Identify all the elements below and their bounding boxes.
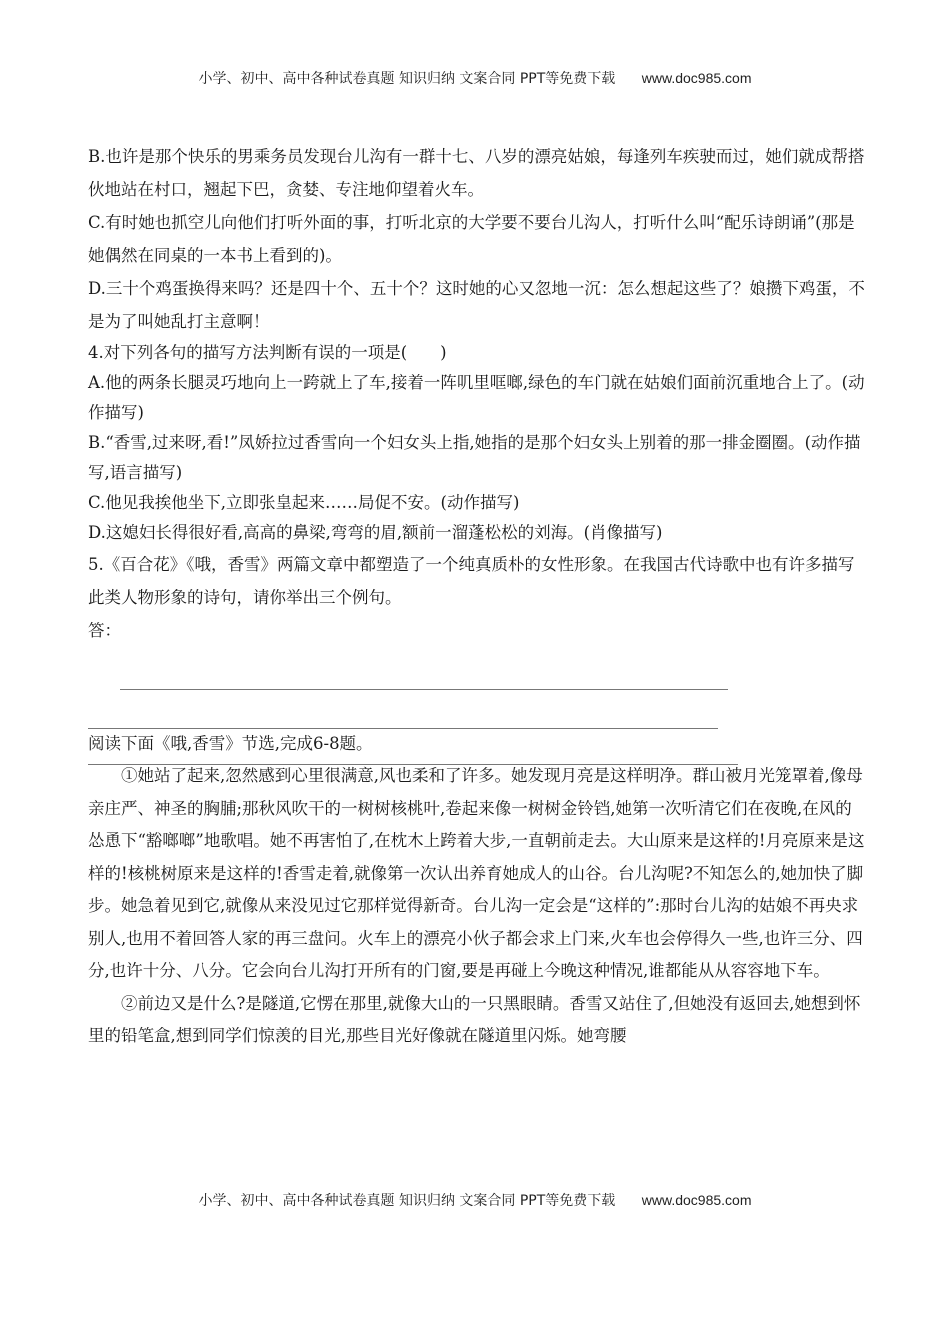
reading-intro: 阅读下面《哦,香雪》节选,完成6-8题。 [88,734,373,753]
footer-text: 小学、初中、高中各种试卷真题 知识归纳 文案合同 PPT等免费下载 [198,1193,616,1209]
document-body [88,140,868,1053]
header-text: 小学、初中、高中各种试卷真题 知识归纳 文案合同 PPT等免费下载 [198,71,616,87]
answer-line-1[interactable] [120,689,728,690]
q4-option-c: C.他见我挨他坐下,立即张皇起来……局促不安。(动作描写) [88,493,520,512]
q4-option-b: B.“香雪,过来呀,看!”凤娇拉过香雪向一个妇女头上指,她指的是那个妇女头上别着的那一排金圈圈。(动作描写,语言描写) [88,433,861,482]
header-url[interactable]: www.doc985.com [641,70,752,86]
footer-url[interactable]: www.doc985.com [641,1192,752,1208]
q4-stem: 4.对下列各句的描写方法判断有误的一项是( ) [88,343,447,362]
page-footer [0,1190,950,1210]
q4-option-a: A.他的两条长腿灵巧地向上一跨就上了车,接着一阵叽里哐啷,绿色的车门就在姑娘们面前沉重地合上了。(动作描写) [88,373,865,422]
q5-answer-label: 答： [88,621,121,640]
q5-stem: 5.《百合花》《哦，香雪》两篇文章中都塑造了一个纯真质朴的女性形象。在我国古代诗歌中也有许多描写此类人物形象的诗句，请你举出三个例句。 [88,555,855,607]
q4-option-d: D.这媳妇长得很好看,高高的鼻梁,弯弯的眉,额前一溜蓬松松的刘海。(肖像描写) [88,523,663,542]
answer-line-3[interactable] [88,764,738,765]
reading-paragraph-2: ②前边又是什么?是隧道,它愣在那里,就像大山的一只黑眼睛。香雪又站住了,但她没有返回去,她想到怀里的铅笔盒,想到同学们惊羡的目光,那些目光好像就在隧道里闪烁。她弯腰 [88,993,861,1045]
q3-option-b: B.也许是那个快乐的男乘务员发现台儿沟有一群十七、八岁的漂亮姑娘，每逢列车疾驶而过，她们就成帮搭伙地站在村口，翘起下巴，贪婪、专注地仰望着火车。 [88,147,865,199]
answer-line-2[interactable] [88,728,718,729]
page-header [0,68,950,88]
q3-option-d: D.三十个鸡蛋换得来吗？还是四十个、五十个？这时她的心又忽地一沉：怎么想起这些了？娘攒下鸡蛋，不是为了叫她乱打主意啊！ [88,279,865,331]
q3-option-c: C.有时她也抓空儿向他们打听外面的事，打听北京的大学要不要台儿沟人，打听什么叫“配乐诗朗诵”(那是她偶然在同桌的一本书上看到的)。 [88,213,855,265]
answer-space [88,647,868,721]
reading-paragraph-1: ①她站了起来,忽然感到心里很满意,风也柔和了许多。她发现月亮是这样明净。群山被月光笼罩着,像母亲庄严、神圣的胸脯;那秋风吹干的一树树核桃叶,卷起来像一树树金铃铛,她第一次听清它们在夜晚,在风的怂恿下“豁啷啷”地歌唱。她不再害怕了,在枕木上跨着大步,一直朝前走去。大山原来是这样的!月亮原来是这样的!核桃树原来是这样的!香雪走着,就像第一次认出养育她成人的山谷。台儿沟呢?不知怎么的,她加快了脚步。她急着见到它,就像从来没见过它那样觉得新奇。台儿沟一定会是“这样的”:那时台儿沟的姑娘不再央求别人,也用不着回答人家的再三盘问。火车上的漂亮小伙子都会求上门来,火车也会停得久一些,也许三分、四分,也许十分、八分。它会向台儿沟打开所有的门窗,要是再碰上今晚这种情况,谁都能从从容容地下车。 [88,766,865,980]
